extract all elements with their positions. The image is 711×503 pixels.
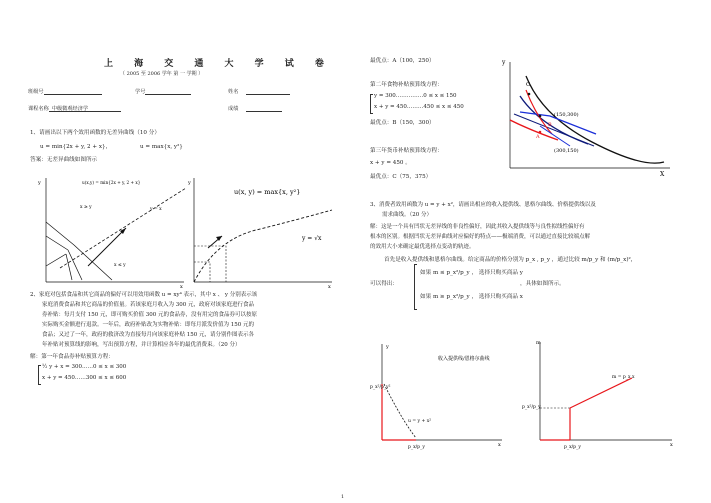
indiff-line-upper-2: [46, 236, 68, 250]
right-graph-func-label: u(x, y) = max{x, y²}: [234, 188, 301, 196]
q1-left-graph: [28, 170, 188, 290]
year2-eq2: x + y = 450………450 ≤ x ≤ 450: [374, 104, 464, 110]
label-b: B: [548, 122, 552, 128]
year2-bracket: [370, 94, 373, 114]
engel-x-tick: p_x/p_y: [408, 445, 425, 450]
score-field: 成绩: [228, 105, 282, 112]
left-graph-region-lower: x ≤ y: [114, 263, 126, 268]
q3-case-suffix: ，具体如图所示。: [520, 281, 565, 287]
demand-x-tick: p_x/p_y: [564, 445, 581, 450]
point-300-150: (300,150): [554, 148, 579, 154]
class-field: 班级号: [28, 88, 102, 95]
label-a: A: [536, 134, 540, 140]
q1-formula-u1: u = min{2x + y, 2 + x}，: [40, 144, 112, 150]
engel-caption: 收入提供线/恩格尔曲线: [438, 356, 490, 362]
q2-prompt: 2、家庭对包括食品和其它商品的偏好可以用效用函数 u = xy⁴ 表示，其中 x 、 y 分别表示该 家庭消费食品和其它商品的价值量。若该家庭月收入为 300 元，政府对该家庭进行食品 券补贴：每月支付 150 元，即可购买价值 300 元的食品券，没有用完的食品券可以按原 实际购买金额进行退款。一年后，政府补贴改为实物补贴：即每月派发价值为 150 元的 食品；又过了一年，政府的救济改为直接每月向该家庭补贴 150 元，请分别作图表示各 年补贴对预算线的影响，写出预算方程，并计算相应各年的最优消费束。（20 分）: [30, 292, 258, 348]
left-graph-line-label: y = x: [150, 207, 162, 212]
year3-eq: x + y = 450 。: [370, 160, 411, 166]
q3-demand-graph: [522, 338, 680, 450]
indiff-line-upper-1: [46, 222, 74, 245]
budget-line-year3: [514, 114, 594, 146]
point-c-dot: [528, 93, 531, 96]
q1-right-graph: [186, 170, 336, 290]
q1-formula-u2: u = max{x, y²}: [140, 144, 183, 150]
q3-cases-bracket: [414, 264, 417, 310]
point-b-dot: [539, 115, 542, 118]
term-line: （ 2005 至 2006 学年 第 一 学期 ）: [120, 71, 204, 77]
page-number: 1: [341, 494, 345, 500]
right-graph-y-axis: y: [188, 180, 191, 186]
student-id-field: 学号: [135, 88, 191, 95]
label-c: C: [526, 82, 531, 88]
year3-title: 第三年货币补贴预算线方程：: [370, 148, 443, 154]
left-graph-region-upper: x ≥ y: [80, 205, 92, 210]
engel-x-axis: x: [498, 442, 501, 448]
demand-y-tick: p_x²/p_y: [522, 405, 541, 410]
indiff-kink-line: [46, 254, 66, 266]
year1-eq2: x + y = 450……300 ≤ x ≤ 600: [42, 375, 127, 381]
demand-x-axis: x: [670, 442, 673, 448]
indiff-curve-top: [526, 76, 664, 163]
year1-eq1: ½ y + x = 300……0 ≤ x ≤ 300: [42, 364, 127, 370]
q3-engel-graph: [372, 340, 512, 450]
sqrt-curve: [194, 210, 332, 282]
indiff-curve-dashed: [384, 384, 416, 438]
year1-bracket: [38, 365, 41, 385]
exam-title: 上 海 交 通 大 学 试 卷: [104, 59, 333, 69]
demand-line-label: m = p_x x: [612, 375, 635, 380]
q2-budget-graph: [496, 54, 676, 178]
left-graph-y-axis: y: [38, 180, 41, 186]
right-graph-curve-label: y = √x: [302, 235, 322, 242]
q2-graph-y-axis: y: [502, 59, 506, 66]
year2-title: 第二年食物补贴预算线方程：: [370, 82, 443, 88]
engel-curve-label: u = y + x²: [408, 419, 432, 424]
q3-solution: 解：这是一个具有凹状无差异线的非良性偏好，因此其收入提供线等与良性拟线性偏好有 根本的区别。根据凹状无差异曲线对应偏好的特点——极端消费，可以通过直接比较端点解 的效用大小来确定最优选择点变动的轨迹。: [370, 224, 591, 250]
optimum-c: 最优点：C（75，375）: [370, 174, 432, 180]
q1-answer: 答案：无差异曲线如图所示: [30, 157, 98, 163]
direction-arrow: [88, 228, 126, 266]
demand-y-axis: m: [536, 340, 541, 346]
left-graph-x-axis: x: [180, 284, 183, 290]
left-graph-func-label: u(x,y) = min{2x + y, 2 + x}: [82, 180, 141, 185]
q2-graph-x-axis: X: [660, 171, 665, 178]
q3-compare-line: 首先是收入提供线和恩格尔曲线。给定商品的价格分别为 p_x , p_y ，通过比较 m/p_y 和 (m/p_x)²，: [384, 257, 637, 263]
indiff-corner-1: [194, 262, 210, 282]
q3-prompt: 3、消费者效用函数为 u = y + x²，请画出相应的收入提供线、恩格尔曲线、价格提供线以及 需求曲线。（20 分）: [370, 202, 596, 218]
course-field: 课程名称 中级微观经济学: [28, 105, 121, 112]
q3-case2: 如果 m ≥ p_x²/p_y ， 选择只购买商品 x: [420, 294, 523, 300]
optimum-b: 最优点：B（150，300）: [370, 120, 435, 126]
name-field: 姓名: [228, 88, 290, 95]
point-a-dot: [539, 131, 542, 134]
q2-solution-intro: 解：第一年食品券补贴预算方程：: [30, 354, 114, 360]
indiff-line-lower-2: [68, 250, 82, 280]
q1-prompt: 1、请画出以下两个效用函数的无差异曲线（10 分）: [30, 130, 160, 136]
q3-available-prefix: 可以得出：: [370, 281, 398, 287]
engel-y-axis: y: [386, 344, 389, 350]
y-equals-x-line: [60, 188, 186, 268]
engel-y-tick: p_x²/p_y²: [370, 385, 391, 390]
q3-case1: 如果 m ≤ p_x²/p_y ， 选择只购买商品 y: [420, 270, 523, 276]
optimum-a: 最优点：A（100，250）: [370, 58, 435, 64]
year2-eq1: y = 300……………0 ≤ x ≤ 150: [374, 93, 457, 99]
point-150-300: (150,300): [554, 112, 579, 118]
right-graph-x-axis: x: [328, 284, 331, 290]
demand-slope-segment: [570, 378, 632, 408]
